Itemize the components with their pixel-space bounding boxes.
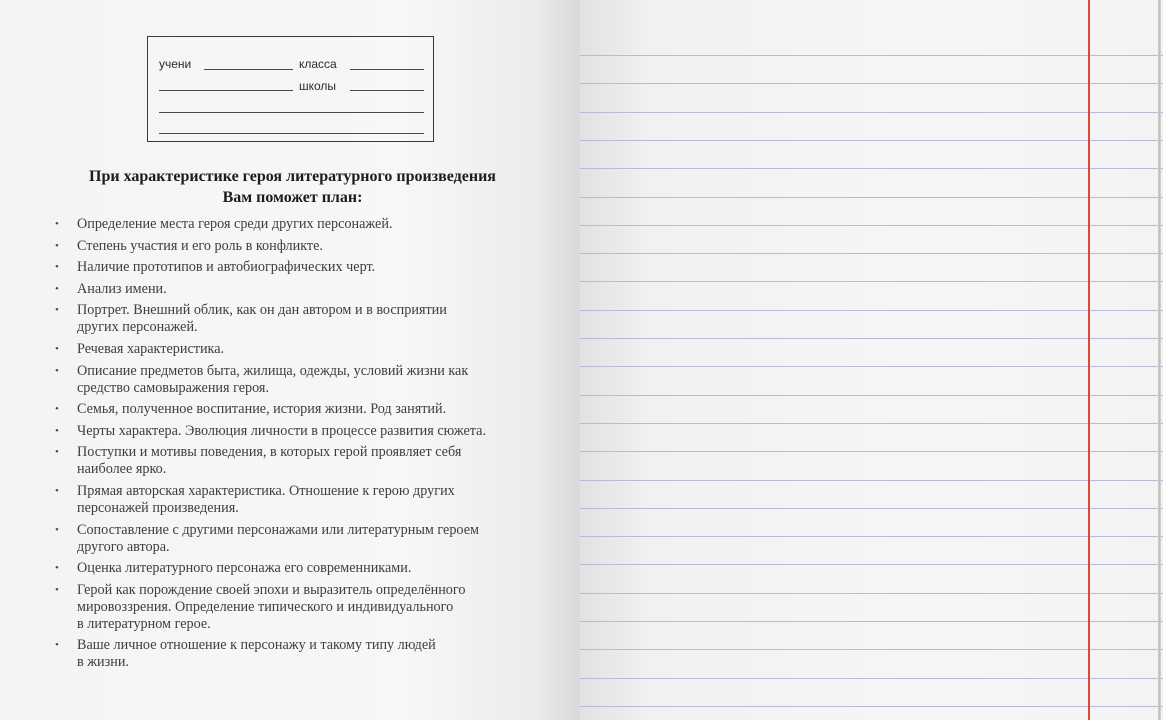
plan-item-text: наиболее ярко. xyxy=(77,461,167,478)
plan-item-text: Прямая авторская характеристика. Отношение к герою других xyxy=(77,482,455,499)
ruled-line xyxy=(580,253,1163,254)
ruled-line xyxy=(580,55,1163,56)
extra-line-2[interactable] xyxy=(159,133,424,134)
right-page xyxy=(580,0,1163,720)
school-label: школы xyxy=(299,79,337,93)
plan-item xyxy=(55,444,545,478)
ruled-line xyxy=(580,168,1163,169)
plan-item xyxy=(55,582,545,633)
plan-title-line-2: Вам поможет план: xyxy=(222,189,363,206)
ruled-line xyxy=(580,706,1163,707)
plan-item-text: Анализ имени. xyxy=(77,280,167,297)
ruled-line xyxy=(580,366,1163,367)
ruled-line xyxy=(580,197,1163,198)
ruled-line xyxy=(580,281,1163,282)
plan-item-text: Речевая характеристика. xyxy=(77,340,225,357)
ruled-line xyxy=(580,140,1163,141)
plan-item-text: Семья, полученное воспитание, история жизни. Род занятий. xyxy=(77,401,447,418)
bullet-icon: • xyxy=(55,639,59,652)
bullet-icon: • xyxy=(55,424,59,437)
bullet-icon: • xyxy=(55,403,59,416)
ruled-line xyxy=(580,536,1163,537)
ruled-line xyxy=(580,480,1163,481)
bullet-icon: • xyxy=(55,562,59,575)
plan-item xyxy=(55,423,545,440)
plan-item xyxy=(55,259,545,276)
plan-item-text: в литературном герое. xyxy=(77,615,211,632)
plan-item xyxy=(55,238,545,255)
class-label: класса xyxy=(299,57,337,71)
plan-item xyxy=(55,483,545,517)
name-line[interactable] xyxy=(159,90,293,91)
plan-item-text: Герой как порождение своей эпохи и выразитель определённого xyxy=(77,581,466,598)
ruled-line xyxy=(580,564,1163,565)
plan-item-text: Оценка литературного персонажа его современниками. xyxy=(77,560,412,577)
left-page xyxy=(0,0,580,720)
plan-item-text: других персонажей. xyxy=(77,319,198,336)
ruled-line xyxy=(580,621,1163,622)
plan-item-text: Черты характера. Эволюция личности в процессе развития сюжета. xyxy=(77,422,486,439)
ruled-line xyxy=(580,451,1163,452)
plan-item-text: в жизни. xyxy=(77,654,129,671)
ruled-line xyxy=(580,310,1163,311)
plan-item-text: Ваше личное отношение к персонажу и такому типу людей xyxy=(77,637,436,654)
ruled-line xyxy=(580,508,1163,509)
bullet-icon: • xyxy=(55,304,59,317)
bullet-icon: • xyxy=(55,523,59,536)
bullet-icon: • xyxy=(55,282,59,295)
ruled-line xyxy=(580,395,1163,396)
plan-item xyxy=(55,216,545,233)
ruled-line xyxy=(580,338,1163,339)
ruled-line xyxy=(580,423,1163,424)
bullet-icon: • xyxy=(55,218,59,230)
plan-item xyxy=(55,363,545,397)
bullet-icon: • xyxy=(55,364,59,377)
plan-item xyxy=(55,522,545,556)
ruled-line xyxy=(580,593,1163,594)
bullet-icon: • xyxy=(55,446,59,459)
bullet-icon: • xyxy=(55,484,59,497)
bullet-icon: • xyxy=(55,342,59,355)
plan-item-text: мировоззрения. Определение типического и индивидуального xyxy=(77,598,454,615)
plan-item xyxy=(55,302,545,336)
plan-item xyxy=(55,560,545,577)
ruled-line xyxy=(580,225,1163,226)
ruled-line xyxy=(580,678,1163,679)
bullet-icon: • xyxy=(55,261,59,274)
school-line[interactable] xyxy=(350,90,424,91)
plan-item xyxy=(55,341,545,358)
plan-list xyxy=(55,216,545,676)
plan-item-text: Наличие прототипов и автобиографических черт. xyxy=(77,259,376,276)
plan-item-text: Описание предметов быта, жилища, одежды, условий жизни как xyxy=(77,362,469,379)
plan-item-text: Сопоставление с другими персонажами или литературным героем xyxy=(77,521,479,538)
name-label-box xyxy=(147,36,434,142)
ruled-line xyxy=(580,83,1163,84)
plan-item-text: Портрет. Внешний облик, как он дан автором и в восприятии xyxy=(77,302,447,319)
plan-item-text: средство самовыражения героя. xyxy=(77,379,270,396)
plan-title-line-1: При характеристике героя литературного произведения xyxy=(89,168,496,185)
ruled-line xyxy=(580,112,1163,113)
page-edge xyxy=(1158,0,1161,720)
student-label: учени xyxy=(159,57,192,71)
margin-line xyxy=(1088,0,1090,720)
plan-item xyxy=(55,281,545,298)
plan-item xyxy=(55,401,545,418)
bullet-icon: • xyxy=(55,239,59,252)
plan-item-text: Поступки и мотивы поведения, в которых герой проявляет себя xyxy=(77,444,462,461)
bullet-icon: • xyxy=(55,583,59,596)
extra-line-1[interactable] xyxy=(159,112,424,113)
plan-item-text: Определение места героя среди других персонажей. xyxy=(77,216,393,232)
ruled-line xyxy=(580,649,1163,650)
class-line[interactable] xyxy=(350,69,424,70)
plan-item-text: Степень участия и его роль в конфликте. xyxy=(77,237,323,254)
plan-item xyxy=(55,637,545,671)
student-name-line[interactable] xyxy=(204,69,293,70)
plan-item-text: персонажей произведения. xyxy=(77,499,239,516)
plan-item-text: другого автора. xyxy=(77,538,170,555)
